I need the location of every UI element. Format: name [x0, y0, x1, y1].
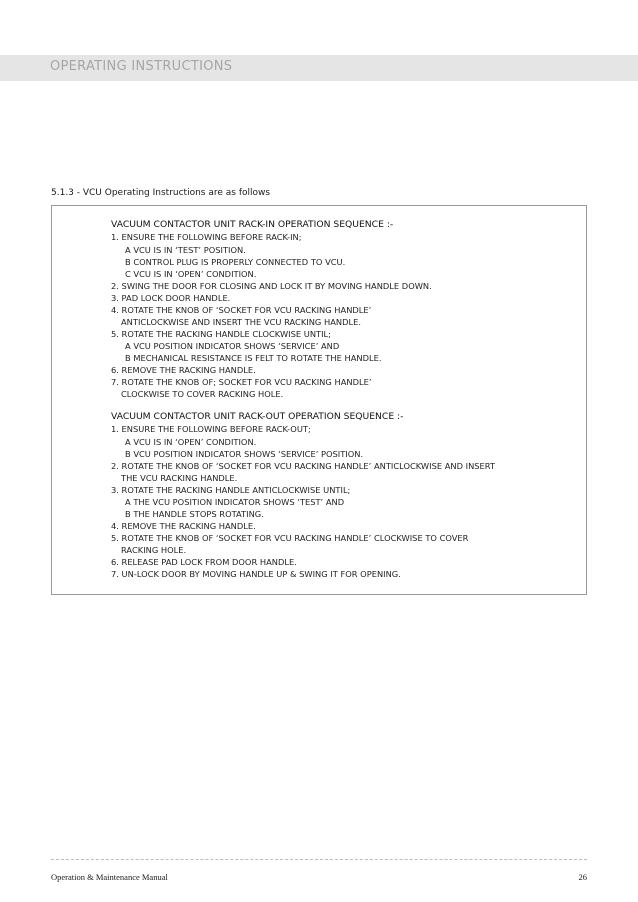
rack-in-substep: B CONTROL PLUG IS PROPERLY CONNECTED TO VCU.	[125, 257, 346, 267]
rack-in-step: 2. SWING THE DOOR FOR CLOSING AND LOCK IT BY MOVING HANDLE DOWN.	[111, 281, 432, 291]
rack-out-step-continued: RACKING HOLE.	[121, 545, 187, 555]
rack-out-step: 6. RELEASE PAD LOCK FROM DOOR HANDLE.	[111, 557, 297, 567]
rack-out-substep: B THE HANDLE STOPS ROTATING.	[125, 509, 264, 519]
rack-out-title: VACUUM CONTACTOR UNIT RACK-OUT OPERATION SEQUENCE :-	[111, 411, 404, 422]
rack-out-substep: A THE VCU POSITION INDICATOR SHOWS ‘TEST’ AND	[125, 497, 345, 507]
rack-in-step: 6. REMOVE THE RACKING HANDLE.	[111, 365, 256, 375]
rack-out-substep: A VCU IS IN ‘OPEN’ CONDITION.	[125, 437, 257, 447]
rack-in-step: 5. ROTATE THE RACKING HANDLE CLOCKWISE UNTIL;	[111, 329, 331, 339]
rack-out-step-continued: THE VCU RACKING HANDLE.	[121, 473, 238, 483]
rack-out-step: 1. ENSURE THE FOLLOWING BEFORE RACK-OUT;	[111, 424, 311, 434]
rack-in-step: 3. PAD LOCK DOOR HANDLE.	[111, 293, 231, 303]
rack-out-step: 2. ROTATE THE KNOB OF ‘SOCKET FOR VCU RACKING HANDLE’ ANTICLOCKWISE AND INSERT	[111, 461, 496, 471]
rack-out-step: 3. ROTATE THE RACKING HANDLE ANTICLOCKWISE UNTIL;	[111, 485, 351, 495]
rack-in-step: 4. ROTATE THE KNOB OF ‘SOCKET FOR VCU RACKING HANDLE’	[111, 305, 372, 315]
rack-in-substep: A VCU POSITION INDICATOR SHOWS ‘SERVICE’ AND	[125, 341, 340, 351]
rack-in-step: 1. ENSURE THE FOLLOWING BEFORE RACK-IN;	[111, 232, 302, 242]
rack-in-step-continued: CLOCKWISE TO COVER RACKING HOLE.	[121, 389, 284, 399]
rack-out-step: 5. ROTATE THE KNOB OF ‘SOCKET FOR VCU RACKING HANDLE’ CLOCKWISE TO COVER	[111, 533, 469, 543]
page-number: 26	[578, 872, 587, 882]
rack-in-substep: C VCU IS IN ‘OPEN’ CONDITION.	[125, 269, 257, 279]
rack-out-step: 4. REMOVE THE RACKING HANDLE.	[111, 521, 256, 531]
page-header-title: OPERATING INSTRUCTIONS	[50, 59, 233, 74]
section-heading: 5.1.3 - VCU Operating Instructions are as follows	[51, 188, 271, 198]
footer-divider	[51, 859, 587, 860]
rack-in-title: VACUUM CONTACTOR UNIT RACK-IN OPERATION SEQUENCE :-	[111, 219, 394, 230]
rack-in-step-continued: ANTICLOCKWISE AND INSERT THE VCU RACKING HANDLE.	[121, 317, 362, 327]
footer-manual-title: Operation & Maintenance Manual	[51, 872, 168, 882]
rack-in-step: 7. ROTATE THE KNOB OF; SOCKET FOR VCU RACKING HANDLE’	[111, 377, 372, 387]
rack-in-substep: A VCU IS IN ‘TEST’ POSITION.	[125, 245, 246, 255]
rack-in-substep: B MECHANICAL RESISTANCE IS FELT TO ROTATE THE HANDLE.	[125, 353, 382, 363]
rack-out-step: 7. UN-LOCK DOOR BY MOVING HANDLE UP & SWING IT FOR OPENING.	[111, 569, 401, 579]
rack-out-substep: B VCU POSITION INDICATOR SHOWS ‘SERVICE’ POSITION.	[125, 449, 364, 459]
